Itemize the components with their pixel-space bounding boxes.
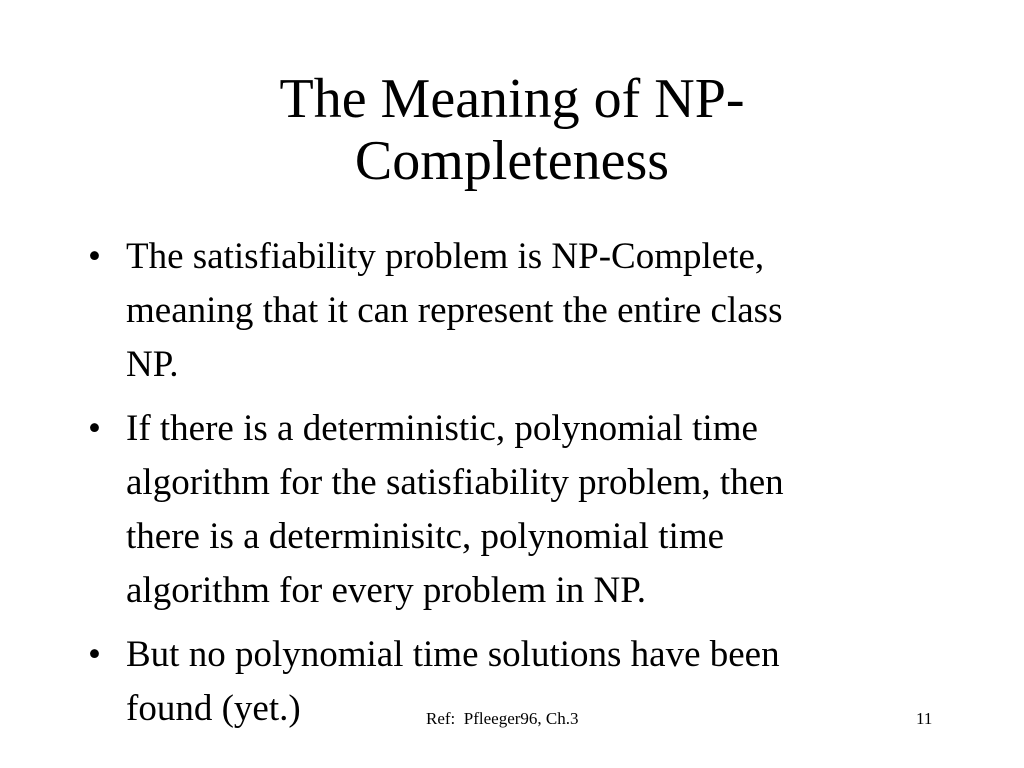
bullet-marker: • [88,408,101,449]
bullet-line: found (yet.) [126,688,301,729]
bullet-item-2 [88,402,968,618]
slide-title-line-2: Completeness [354,130,670,192]
bullet-list [88,230,968,746]
bullet-line: algorithm for every problem in NP. [126,570,646,611]
bullet-line: algorithm for the satisfiability problem, then [126,462,784,503]
bullet-line: The satisfiability problem is NP-Complete, [126,236,765,277]
slide-title [0,68,1024,192]
bullet-line: NP. [126,344,179,385]
bullet-line: meaning that it can represent the entire class [126,290,783,331]
bullet-line: But no polynomial time solutions have been [126,634,780,675]
bullet-line: If there is a deterministic, polynomial time [126,408,758,449]
footer-reference: Ref: Pfleeger96, Ch.3 [426,709,579,728]
bullet-item-1 [88,230,968,392]
bullet-line: there is a determinisitc, polynomial time [126,516,725,557]
slide-title-line-1: The Meaning of NP- [279,68,745,130]
page-number: 11 [916,709,933,728]
bullet-marker: • [88,634,101,675]
bullet-marker: • [88,236,101,277]
